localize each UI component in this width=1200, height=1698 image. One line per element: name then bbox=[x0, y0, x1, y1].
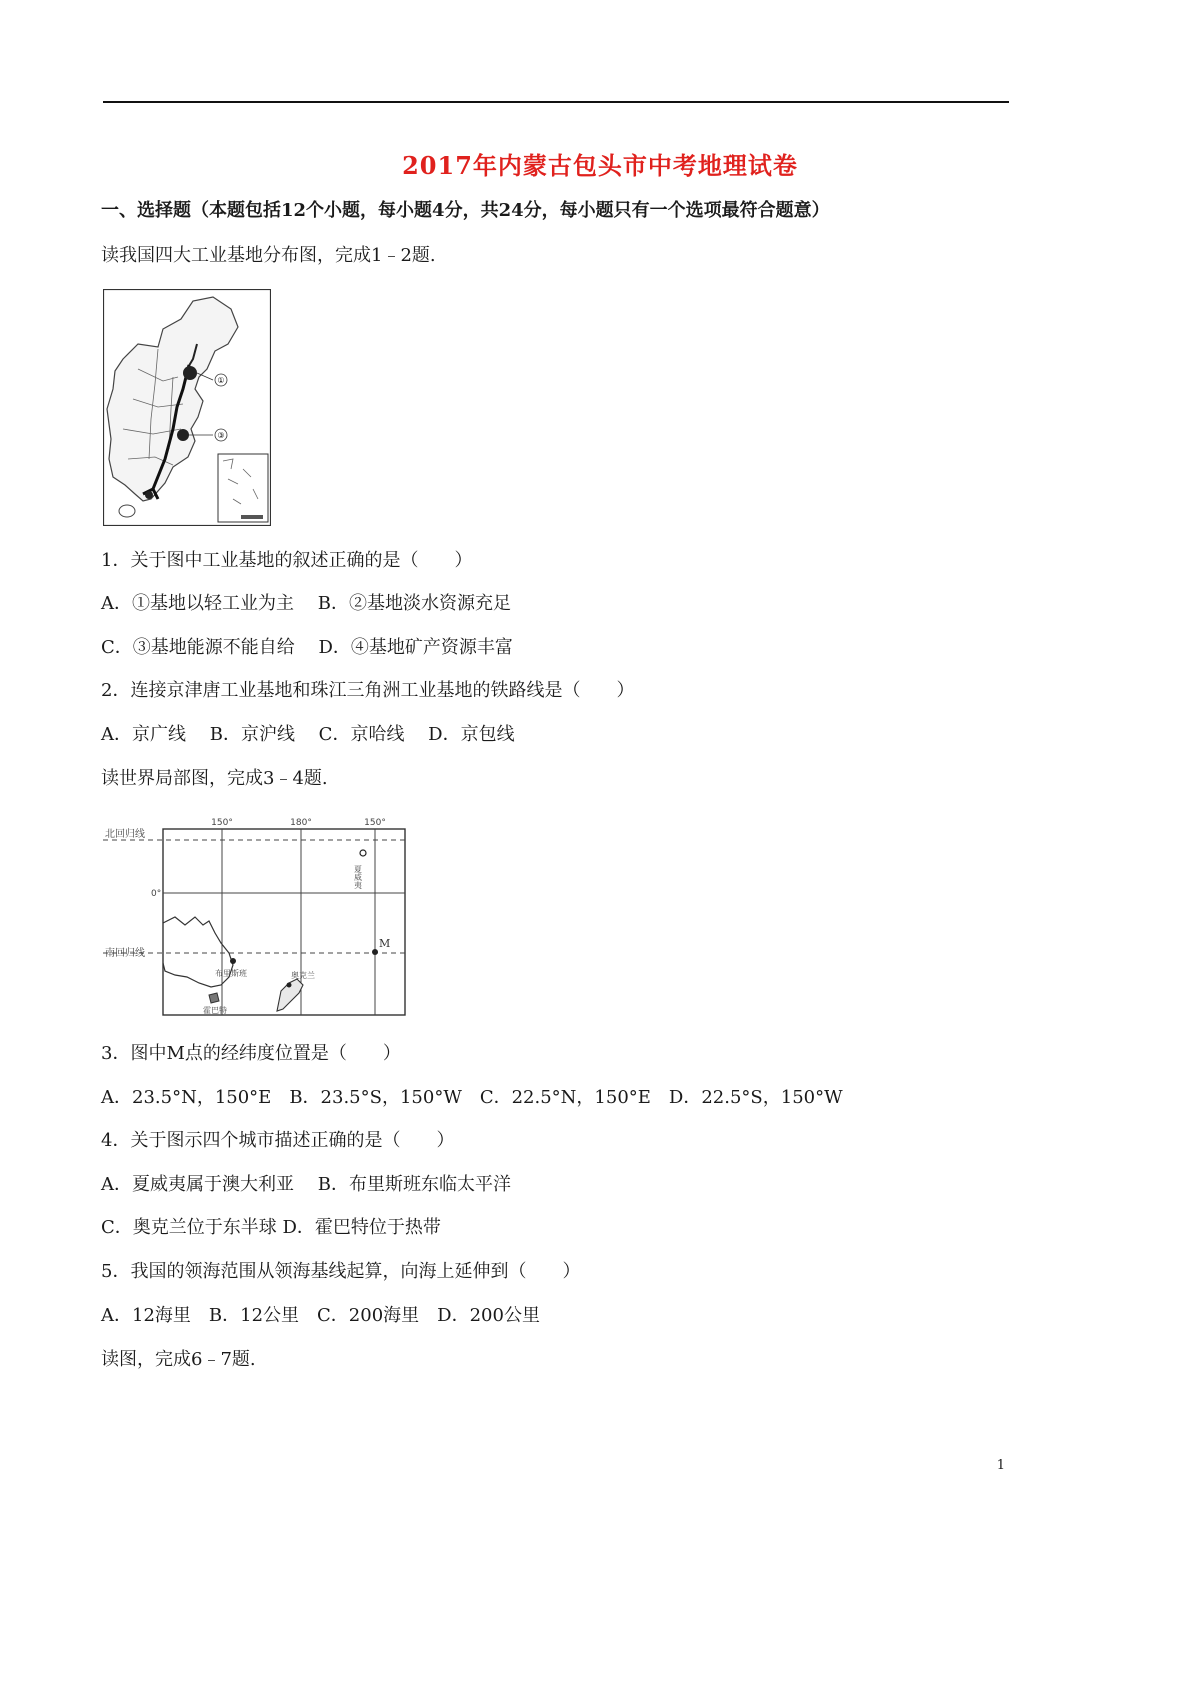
lon-label-150w: 150° bbox=[364, 818, 386, 828]
intro-3-4: 读世界局部图，完成3﹣4题. bbox=[101, 768, 328, 789]
tropic-of-capricorn-label: 南回归线 bbox=[105, 948, 145, 959]
q1-options-ab: A．①基地以轻工业为主 B．②基地淡水资源充足 bbox=[101, 593, 511, 614]
q4-options-cd: C．奥克兰位于东半球 D．霍巴特位于热带 bbox=[101, 1217, 441, 1238]
lon-label-180: 180° bbox=[290, 818, 312, 828]
q2-options: A．京广线 B．京沪线 C．京哈线 D．京包线 bbox=[101, 724, 515, 745]
china-industrial-base-map bbox=[103, 289, 271, 526]
section-heading: 一、选择题（本题包括12个小题，每小题4分，共24分，每小题只有一个选项最符合题意） bbox=[101, 200, 830, 221]
q3-options: A．23.5°N，150°E B．23.5°S，150°W C．22.5°N，150°E D．22.5°S，150°W bbox=[101, 1087, 843, 1108]
tropic-of-cancer-label: 北回归线 bbox=[105, 829, 145, 840]
q5-stem: 5．我国的领海范围从领海基线起算，向海上延伸到（ ） bbox=[101, 1261, 581, 1282]
base-label-3: ③ bbox=[217, 431, 225, 440]
q3-stem: 3．图中M点的经纬度位置是（ ） bbox=[101, 1043, 401, 1064]
q5-options: A．12海里 B．12公里 C．200海里 D．200公里 bbox=[101, 1305, 540, 1326]
header-rule bbox=[103, 101, 1009, 103]
q4-stem: 4．关于图示四个城市描述正确的是（ ） bbox=[101, 1130, 455, 1151]
point-m-label: M bbox=[379, 937, 391, 950]
lon-label-150e: 150° bbox=[211, 818, 233, 828]
q1-stem: 1．关于图中工业基地的叙述正确的是（ ） bbox=[101, 550, 473, 571]
intro-6-7: 读图，完成6﹣7题. bbox=[101, 1349, 256, 1370]
base-label-1: ① bbox=[217, 376, 225, 385]
intro-1-2: 读我国四大工业基地分布图，完成1﹣2题. bbox=[101, 245, 436, 266]
equator-label: 0° bbox=[151, 889, 162, 899]
hawaii-label: 夏威夷 bbox=[353, 865, 363, 889]
auckland-label: 奥克兰 bbox=[291, 971, 315, 980]
page-title: 2017年内蒙古包头市中考地理试卷 bbox=[402, 151, 798, 180]
page-number: 1 bbox=[996, 1458, 1005, 1473]
q4-options-ab: A．夏威夷属于澳大利亚 B．布里斯班东临太平洋 bbox=[101, 1174, 511, 1195]
q2-stem: 2．连接京津唐工业基地和珠江三角洲工业基地的铁路线是（ ） bbox=[101, 680, 635, 701]
brisbane-label: 布里斯班 bbox=[215, 969, 247, 978]
pacific-region-map bbox=[103, 813, 409, 1018]
q1-options-cd: C．③基地能源不能自给 D．④基地矿产资源丰富 bbox=[101, 637, 513, 658]
hobart-label: 霍巴特 bbox=[203, 1006, 227, 1015]
